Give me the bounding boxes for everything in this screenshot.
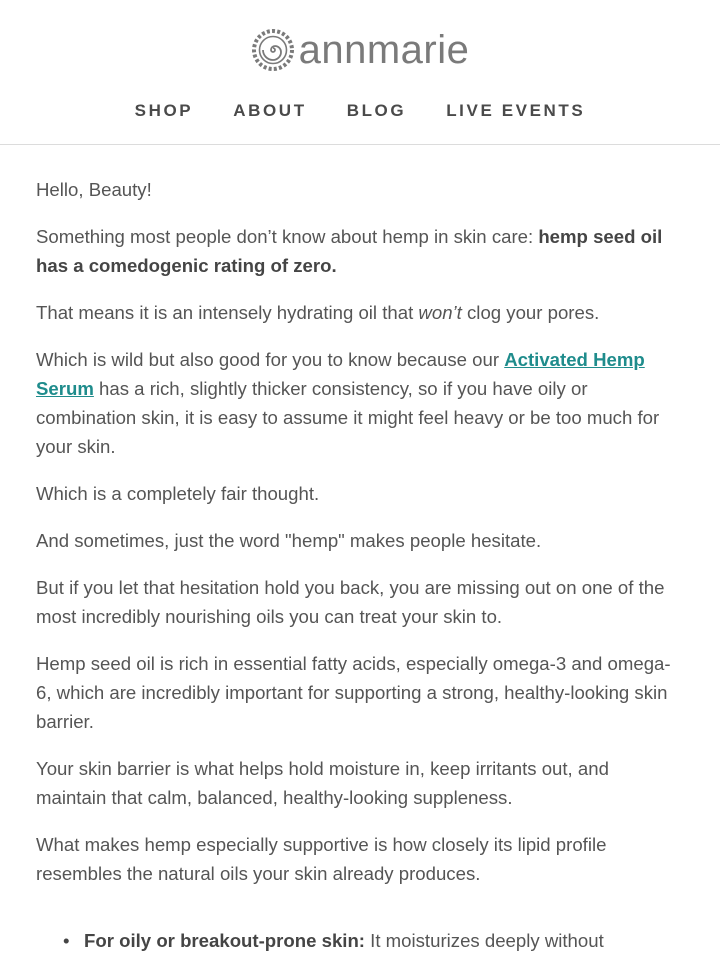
bullet-1-bold: For oily or breakout-prone skin: xyxy=(84,930,366,951)
activated-hemp-serum-link[interactable]: Activated Hemp Serum xyxy=(36,349,645,399)
paragraph-2-after: clog your pores. xyxy=(461,302,600,323)
email-header xyxy=(0,0,720,145)
nav-about[interactable]: ABOUT xyxy=(233,101,307,120)
bullet-dot: • xyxy=(63,930,70,951)
paragraph-5: And sometimes, just the word "hemp" makes people hesitate. xyxy=(36,530,542,551)
brand-name: annmarie xyxy=(298,28,470,72)
list-item xyxy=(36,926,684,955)
brand-logo[interactable] xyxy=(0,28,720,72)
nav-blog[interactable]: BLOG xyxy=(346,101,407,120)
paragraph-8: Your skin barrier is what helps hold moisture in, keep irritants out, and maintain that calm, balanced, healthy-looking suppleness. xyxy=(36,758,609,808)
nav-shop[interactable]: SHOP xyxy=(134,101,194,120)
paragraph-3-after: has a rich, slightly thicker consistency, so if you have oily or combination skin, it is easy to assume it might feel heavy or be too much for your skin. xyxy=(36,378,660,457)
nav-live-events[interactable]: LIVE EVENTS xyxy=(446,101,586,120)
paragraph-3-before: Which is wild but also good for you to know because our xyxy=(36,349,505,370)
paragraph-3 xyxy=(36,345,684,461)
paragraph-2-italic: won’t xyxy=(418,302,462,323)
greeting: Hello, Beauty! xyxy=(36,179,152,200)
paragraph-9: What makes hemp especially supportive is how closely its lipid profile resembles the natural oils your skin already produces. xyxy=(36,834,607,884)
paragraph-1-bold: hemp seed oil has a comedogenic rating of zero. xyxy=(36,226,663,276)
spiral-flower-icon xyxy=(251,28,295,72)
paragraph-7: Hemp seed oil is rich in essential fatty acids, especially omega-3 and omega-6, which are incredibly important for supporting a strong, healthy-looking skin barrier. xyxy=(36,653,671,732)
main-nav xyxy=(0,98,720,124)
email-body xyxy=(0,175,720,955)
bullet-1-text: It moisturizes deeply without xyxy=(365,930,604,951)
paragraph-4: Which is a completely fair thought. xyxy=(36,483,320,504)
paragraph-2-before: That means it is an intensely hydrating oil that xyxy=(36,302,419,323)
paragraph-2 xyxy=(36,298,684,327)
paragraph-6: But if you let that hesitation hold you back, you are missing out on one of the most incredibly nourishing oils you can treat your skin to. xyxy=(36,577,665,627)
paragraph-1 xyxy=(36,222,686,280)
paragraph-1-text: Something most people don’t know about hemp in skin care: xyxy=(36,226,539,247)
benefits-list xyxy=(36,926,684,955)
